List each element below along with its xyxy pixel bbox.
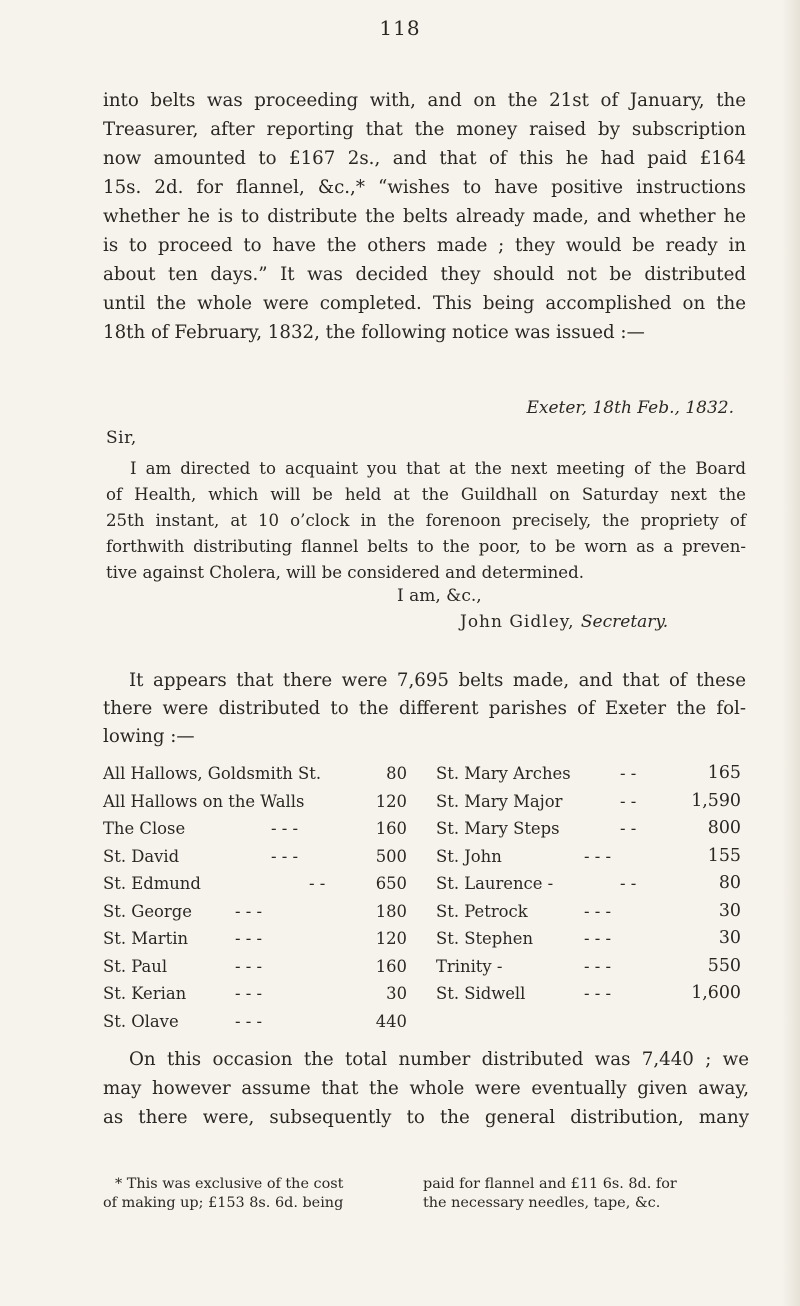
parish-name: Trinity -: [436, 956, 503, 976]
leader-dashes: - -: [309, 874, 326, 893]
parish-count: 165: [707, 763, 741, 783]
text-line: whether he is to distribute the belts already made, and whether he: [103, 206, 746, 227]
parish-name: All Hallows on the Walls: [103, 791, 305, 811]
closing-paragraph: [103, 1045, 749, 1132]
parish-row: [436, 925, 741, 953]
leader-dashes: - - -: [584, 901, 612, 921]
leader-dashes: - -: [620, 764, 637, 783]
page-number: 118: [379, 16, 421, 40]
notice-line: of Health, which will be held at the Guildhall on Saturday next the: [106, 485, 746, 504]
leader-dashes: - - -: [235, 984, 263, 1003]
parish-row: [436, 870, 741, 898]
leader-dashes: - - -: [235, 956, 263, 976]
parish-count: 1,600: [691, 983, 741, 1003]
parish-row: [103, 788, 407, 816]
parish-row: [436, 953, 741, 981]
parish-row: [436, 980, 741, 1008]
text-line: into belts was proceeding with, and on the 21st of January, the: [103, 90, 746, 111]
parish-count: 30: [386, 984, 407, 1003]
leader-dashes: - - -: [584, 846, 612, 866]
parish-row: [103, 815, 407, 843]
parish-count: 30: [718, 900, 741, 921]
text-line: Treasurer, after reporting that the money raised by subscription: [103, 119, 746, 140]
footnote-column-right: [423, 1175, 677, 1213]
parish-count: 80: [386, 764, 407, 783]
signature-name: John Gidley,: [460, 612, 575, 632]
parish-name: St. David: [103, 846, 180, 866]
text-line: until the whole were completed. This being accomplished on the: [103, 293, 746, 314]
distribution-paragraph: [103, 667, 746, 751]
parish-row: [436, 815, 741, 843]
parish-count: 80: [718, 873, 741, 893]
parish-row: [103, 870, 407, 898]
text-line: as there were, subsequently to the general distribution, many: [103, 1107, 749, 1128]
page-edge-shadow: [782, 0, 800, 1306]
text-line: about ten days.” It was decided they should not be distributed: [103, 264, 746, 285]
leader-dashes: - - -: [584, 929, 612, 948]
text-line: now amounted to £167 2s., and that of this he had paid £164: [103, 148, 746, 169]
notice-line: forthwith distributing flannel belts to the poor, to be worn as a preven-: [106, 537, 746, 556]
parish-count: 550: [707, 955, 741, 976]
parish-row: [436, 788, 741, 816]
leader-dashes: - - -: [584, 984, 612, 1003]
leader-dashes: - - -: [235, 1011, 263, 1031]
notice-closing: I am, &c.,: [397, 586, 482, 606]
parish-name: St. Sidwell: [436, 984, 526, 1003]
footnote-line: paid for flannel and £11 6s. 8d. for: [423, 1176, 677, 1192]
footnote-line: of making up; £153 8s. 6d. being: [103, 1195, 344, 1211]
parish-name: St. Olave: [103, 1011, 179, 1031]
footnote-line: the necessary needles, tape, &c.: [423, 1195, 661, 1211]
parish-name: St. Mary Major: [436, 791, 563, 811]
parish-count: 160: [375, 956, 407, 976]
notice-date: Exeter, 18th Feb., 1832.: [526, 398, 734, 418]
parish-count: 30: [718, 928, 741, 948]
parish-count: 155: [707, 845, 741, 866]
signature-role: Secretary.: [580, 612, 669, 632]
text-line: It appears that there were 7,695 belts made, and that of these: [129, 670, 746, 691]
text-line: On this occasion the total number distributed was 7,440 ; we: [129, 1049, 749, 1070]
text-line: 15s. 2d. for flannel, &c.,* “wishes to have positive instructions: [103, 177, 746, 198]
parish-row: [103, 925, 407, 953]
parish-name: St. Mary Steps: [436, 819, 560, 838]
text-line: is to proceed to have the others made ; they would be ready in: [103, 235, 746, 256]
parish-count: 440: [375, 1011, 407, 1031]
parish-name: St. Mary Arches: [436, 764, 571, 783]
text-line: may however assume that the whole were eventually given away,: [103, 1078, 749, 1099]
parish-name: St. George: [103, 901, 192, 921]
parish-count: 120: [375, 791, 407, 811]
parish-name: St. Kerian: [103, 984, 187, 1003]
parish-row: [103, 953, 407, 981]
notice-body: [106, 456, 746, 586]
parish-row: [436, 760, 741, 788]
parish-count: 800: [707, 818, 741, 838]
parish-name: St. Laurence -: [436, 874, 554, 893]
leader-dashes: - - -: [235, 901, 263, 921]
notice-line: 25th instant, at 10 o’clock in the forenoon precisely, the propriety of: [106, 511, 746, 530]
parish-row: [103, 980, 407, 1008]
parish-count: 500: [375, 846, 407, 866]
parish-name: St. Petrock: [436, 901, 528, 921]
leader-dashes: - -: [620, 791, 637, 811]
parish-row: [103, 898, 407, 926]
parish-column-right: [436, 760, 741, 1008]
text-line: there were distributed to the different parishes of Exeter the fol-: [103, 698, 746, 719]
leader-dashes: - - -: [271, 819, 299, 838]
parish-name: St. Stephen: [436, 929, 534, 948]
parish-row: [103, 843, 407, 871]
notice-line: tive against Cholera, will be considered and determined.: [106, 563, 584, 582]
text-line: 18th of February, 1832, the following notice was issued :—: [103, 322, 645, 343]
parish-count: 160: [375, 819, 407, 838]
parish-count: 180: [375, 901, 407, 921]
parish-row: [103, 760, 407, 788]
parish-name: St. John: [436, 846, 502, 866]
leader-dashes: - - -: [584, 956, 612, 976]
opening-paragraph: [103, 86, 746, 347]
parish-row: [103, 1008, 407, 1036]
parish-count: 1,590: [691, 790, 741, 811]
parish-column-left: [103, 760, 407, 1035]
notice-line: I am directed to acquaint you that at the next meeting of the Board: [130, 459, 746, 478]
parish-row: [436, 898, 741, 926]
leader-dashes: - -: [620, 874, 637, 893]
parish-name: The Close: [103, 819, 186, 838]
notice-signature: [460, 612, 668, 632]
parish-name: St. Edmund: [103, 874, 201, 893]
footnote-line: * This was exclusive of the cost: [115, 1176, 344, 1192]
parish-count: 120: [375, 929, 407, 948]
parish-name: St. Martin: [103, 929, 189, 948]
parish-row: [436, 843, 741, 871]
leader-dashes: - - -: [235, 929, 263, 948]
footnote-column-left: [103, 1175, 343, 1213]
parish-name: St. Paul: [103, 956, 168, 976]
notice-salutation: Sir,: [106, 428, 137, 448]
parish-name: All Hallows, Goldsmith St.: [103, 764, 322, 783]
text-line: lowing :—: [103, 726, 195, 747]
leader-dashes: - - -: [271, 846, 299, 866]
parish-count: 650: [375, 874, 407, 893]
leader-dashes: - -: [620, 819, 637, 838]
